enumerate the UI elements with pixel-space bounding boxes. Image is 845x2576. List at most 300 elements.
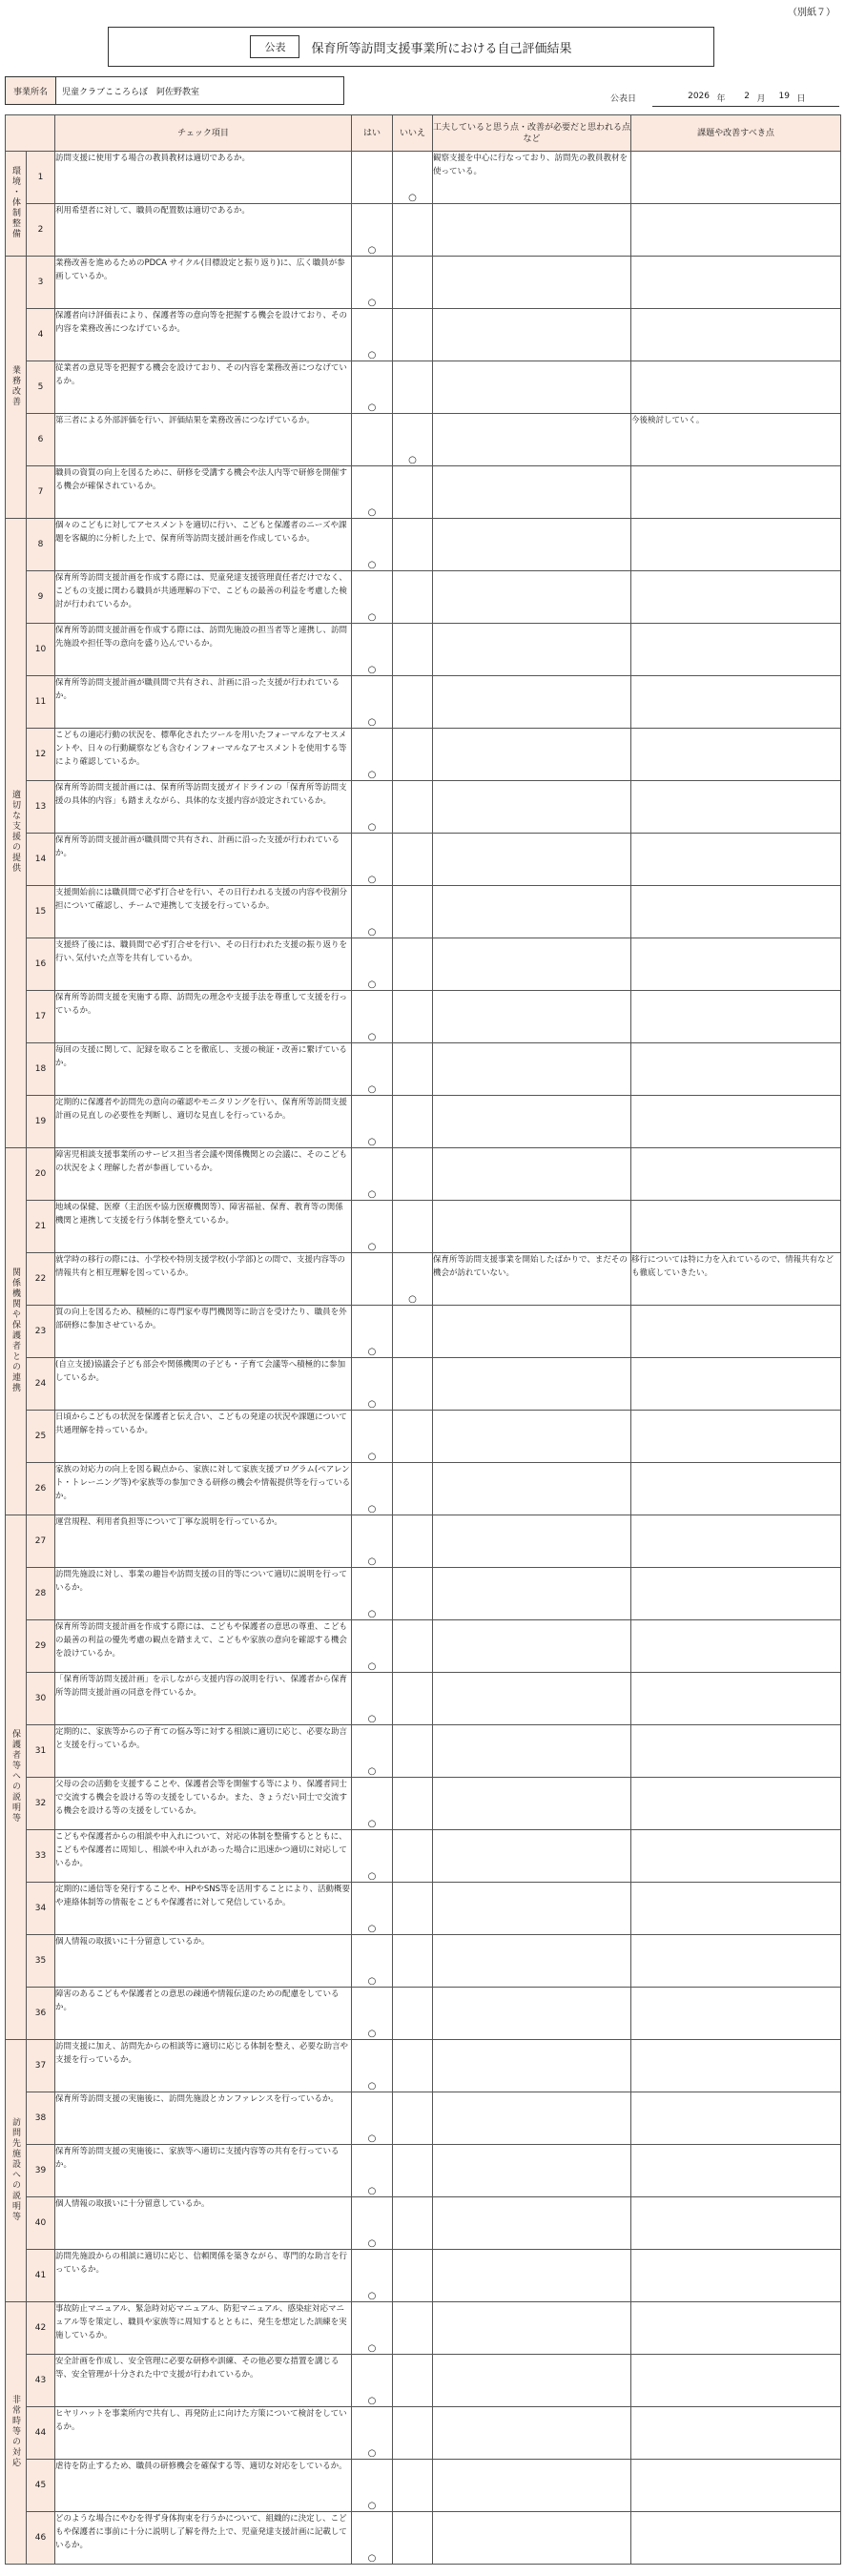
table-row: [6, 729, 841, 781]
office-name: 児童クラブこころらぼ 阿佐野教室: [62, 87, 200, 97]
table-row: [6, 257, 841, 309]
category-cell: [6, 519, 27, 1148]
check-item-text: どのような場合にやむを得ず身体拘束を行うかについて、組織的に決定し、こどもや保護者に事前に十分に説明し了解を得た上で、児童発達支援計画に記載しているか。: [55, 2512, 352, 2565]
check-item-text: 訪問支援に加え、訪問先からの相談等に適切に応じる体制を整え、必要な助言や支援を行っているか。: [55, 2040, 352, 2092]
publication-day: 19: [778, 92, 790, 101]
table-row: [6, 361, 841, 414]
table-row: [6, 1673, 841, 1725]
check-item-text: 第三者による外部評価を行い、評価結果を業務改善につなげているか。: [55, 414, 352, 466]
publication-date: [610, 92, 839, 104]
item-number: 14: [27, 834, 55, 886]
table-row: [6, 152, 841, 204]
issues-cell: [631, 309, 841, 361]
issues-cell: [631, 676, 841, 729]
appendix-label: （別紙７）: [788, 8, 835, 18]
item-number: 31: [27, 1725, 55, 1778]
answer-no-cell: [393, 1935, 433, 1988]
answer-no-cell: [393, 2092, 433, 2145]
issues-cell: [631, 519, 841, 571]
table-row: [6, 991, 841, 1043]
good-points-cell: [433, 1673, 631, 1725]
answer-yes-cell: ○: [352, 2302, 393, 2355]
check-item-text: 訪問先施設からの相談に適切に応じ、信頼関係を築きながら、専門的な助言を行っているか。: [55, 2250, 352, 2302]
answer-yes-cell: ○: [352, 571, 393, 624]
issues-cell: [631, 624, 841, 676]
answer-yes-cell: ○: [352, 886, 393, 938]
issues-cell: [631, 1358, 841, 1411]
answer-yes-cell: ○: [352, 991, 393, 1043]
item-number: 32: [27, 1778, 55, 1830]
issues-cell: [631, 2355, 841, 2407]
answer-no-cell: [393, 2197, 433, 2250]
table-row: [6, 1620, 841, 1673]
issues-cell: 今後検討していく。: [631, 414, 841, 466]
answer-no-cell: [393, 257, 433, 309]
good-points-cell: [433, 2460, 631, 2512]
publication-date-label: 公表日: [610, 94, 637, 104]
check-item-text: 障害のあるこどもや保護者との意思の疎通や情報伝達のための配慮をしているか。: [55, 1988, 352, 2040]
answer-no-cell: [393, 2512, 433, 2565]
check-item-text: 利用希望者に対して、職員の配置数は適切であるか。: [55, 204, 352, 257]
item-number: 5: [27, 361, 55, 414]
header-yes: はい: [352, 115, 393, 152]
answer-yes-cell: ○: [352, 1148, 393, 1201]
check-item-text: 保育所等訪問支援計画には、保育所等訪問支援ガイドラインの「保育所等訪問支援の具体的内容」も踏まえながら、具体的な支援内容が設定されているか。: [55, 781, 352, 834]
issues-cell: [631, 2302, 841, 2355]
table-row: [6, 2407, 841, 2460]
item-number: 24: [27, 1358, 55, 1411]
header-no: いいえ: [393, 115, 433, 152]
good-points-cell: [433, 1201, 631, 1253]
answer-no-cell: ○: [393, 414, 433, 466]
publication-day-unit: 日: [796, 94, 806, 104]
table-row: [6, 2197, 841, 2250]
answer-yes-cell: ○: [352, 519, 393, 571]
answer-yes-cell: ○: [352, 2250, 393, 2302]
issues-cell: [631, 1201, 841, 1253]
table-row: [6, 1935, 841, 1988]
answer-yes-cell: ○: [352, 361, 393, 414]
item-number: 19: [27, 1096, 55, 1148]
item-number: 2: [27, 204, 55, 257]
answer-yes-cell: ○: [352, 1620, 393, 1673]
answer-yes-cell: ○: [352, 1830, 393, 1883]
good-points-cell: 保育所等訪問支援事業を開始したばかりで、まだその機会が訪れていない。: [433, 1253, 631, 1306]
item-number: 7: [27, 466, 55, 519]
answer-yes-cell: ○: [352, 1515, 393, 1568]
check-item-text: 従業者の意見等を把握する機会を設けており、その内容を業務改善につなげているか。: [55, 361, 352, 414]
answer-no-cell: [393, 676, 433, 729]
item-number: 30: [27, 1673, 55, 1725]
table-row: [6, 1201, 841, 1253]
check-item-text: 個人情報の取扱いに十分留意しているか。: [55, 2197, 352, 2250]
issues-cell: [631, 1043, 841, 1096]
issues-cell: [631, 1463, 841, 1515]
table-row: [6, 1306, 841, 1358]
issues-cell: [631, 781, 841, 834]
good-points-cell: [433, 309, 631, 361]
issues-cell: [631, 2092, 841, 2145]
good-points-cell: [433, 466, 631, 519]
answer-no-cell: [393, 1043, 433, 1096]
good-points-cell: [433, 1148, 631, 1201]
answer-no-cell: [393, 466, 433, 519]
header-good-points: 工夫していると思う点・改善が必要だと思われる点など: [433, 115, 631, 152]
answer-yes-cell: ○: [352, 1673, 393, 1725]
table-row: [6, 1253, 841, 1306]
answer-no-cell: [393, 1830, 433, 1883]
item-number: 9: [27, 571, 55, 624]
issues-cell: [631, 257, 841, 309]
item-number: 34: [27, 1883, 55, 1935]
table-row: [6, 834, 841, 886]
good-points-cell: [433, 1306, 631, 1358]
good-points-cell: [433, 1043, 631, 1096]
good-points-cell: [433, 1725, 631, 1778]
office-label: 事業所名: [6, 77, 56, 104]
answer-no-cell: [393, 938, 433, 991]
evaluation-table-body: [6, 152, 841, 2565]
good-points-cell: [433, 1620, 631, 1673]
check-item-text: 家族の対応力の向上を図る観点から、家族に対して家族支援プログラム(ペアレント・トレーニング等)や家族等の参加できる研修の機会や情報提供等を行っているか。: [55, 1463, 352, 1515]
answer-yes-cell: ○: [352, 781, 393, 834]
check-item-text: 事故防止マニュアル、緊急時対応マニュアル、防犯マニュアル、感染症対応マニュアル等を策定し、職員や家族等に周知するとともに、発生を想定した訓練を実施しているか。: [55, 2302, 352, 2355]
category-cell: [6, 257, 27, 519]
issues-cell: [631, 886, 841, 938]
answer-yes-cell: [352, 1253, 393, 1306]
good-points-cell: [433, 1096, 631, 1148]
document-title-box: [108, 27, 714, 67]
answer-no-cell: [393, 2407, 433, 2460]
category-cell: [6, 2040, 27, 2302]
item-number: 36: [27, 1988, 55, 2040]
publication-date-underline: [652, 106, 839, 107]
table-row: [6, 2250, 841, 2302]
item-number: 13: [27, 781, 55, 834]
answer-no-cell: [393, 309, 433, 361]
check-item-text: 保育所等訪問支援計画が職員間で共有され、計画に沿った支援が行われているか。: [55, 676, 352, 729]
check-item-text: 個人情報の取扱いに十分留意しているか。: [55, 1935, 352, 1988]
header-check-item: チェック項目: [55, 115, 352, 152]
answer-yes-cell: ○: [352, 1935, 393, 1988]
issues-cell: [631, 1411, 841, 1463]
table-row: [6, 1830, 841, 1883]
answer-no-cell: [393, 1568, 433, 1620]
table-row: [6, 2512, 841, 2565]
item-number: 18: [27, 1043, 55, 1096]
table-row: [6, 938, 841, 991]
item-number: 33: [27, 1830, 55, 1883]
item-number: 26: [27, 1463, 55, 1515]
answer-no-cell: [393, 361, 433, 414]
answer-no-cell: [393, 1778, 433, 1830]
check-item-text: 保育所等訪問支援計画を作成する際には、児童発達支援管理責任者だけでなく、こどもの支援に関わる職員が共通理解の下で、こどもの最善の利益を考慮した検討が行われているか。: [55, 571, 352, 624]
answer-yes-cell: ○: [352, 1883, 393, 1935]
item-number: 29: [27, 1620, 55, 1673]
answer-yes-cell: ○: [352, 2355, 393, 2407]
table-row: [6, 414, 841, 466]
table-row: [6, 309, 841, 361]
check-item-text: 職員の資質の向上を図るために、研修を受講する機会や法人内等で研修を開催する機会が確保されているか。: [55, 466, 352, 519]
answer-no-cell: [393, 1673, 433, 1725]
table-row: [6, 2040, 841, 2092]
issues-cell: [631, 466, 841, 519]
good-points-cell: [433, 834, 631, 886]
category-cell: [6, 1515, 27, 2040]
good-points-cell: [433, 1935, 631, 1988]
answer-yes-cell: ○: [352, 204, 393, 257]
check-item-text: 保護者向け評価表により、保護者等の意向等を把握する機会を設けており、その内容を業務改善につなげているか。: [55, 309, 352, 361]
good-points-cell: [433, 1515, 631, 1568]
item-number: 3: [27, 257, 55, 309]
item-number: 45: [27, 2460, 55, 2512]
item-number: 4: [27, 309, 55, 361]
check-item-text: 支援開始前には職員間で必ず打合せを行い、その日行われる支援の内容や役割分担について確認し、チームで連携して支援を行っているか。: [55, 886, 352, 938]
good-points-cell: [433, 2512, 631, 2565]
issues-cell: [631, 1778, 841, 1830]
check-item-text: 保育所等訪問支援計画が職員間で共有され、計画に沿った支援が行われているか。: [55, 834, 352, 886]
issues-cell: [631, 2197, 841, 2250]
check-item-text: 保育所等訪問支援を実施する際、訪問先の理念や支援手法を尊重して支援を行っているか。: [55, 991, 352, 1043]
answer-no-cell: [393, 2250, 433, 2302]
check-item-text: 保育所等訪問支援の実施後に、家族等へ適切に支援内容等の共有を行っているか。: [55, 2145, 352, 2197]
answer-no-cell: [393, 1148, 433, 1201]
good-points-cell: [433, 781, 631, 834]
issues-cell: [631, 1515, 841, 1568]
check-item-text: 日頃からこどもの状況を保護者と伝え合い、こどもの発達の状況や課題について共通理解を持っているか。: [55, 1411, 352, 1463]
good-points-cell: [433, 1988, 631, 2040]
item-number: 6: [27, 414, 55, 466]
issues-cell: [631, 2250, 841, 2302]
check-item-text: 障害児相談支援事業所のサービス担当者会議や関係機関との会議に、そのこどもの状況をよく理解した者が参画しているか。: [55, 1148, 352, 1201]
answer-no-cell: [393, 1411, 433, 1463]
issues-cell: [631, 1830, 841, 1883]
item-number: 42: [27, 2302, 55, 2355]
good-points-cell: [433, 2197, 631, 2250]
answer-no-cell: [393, 624, 433, 676]
issues-cell: [631, 1935, 841, 1988]
good-points-cell: [433, 1358, 631, 1411]
good-points-cell: [433, 414, 631, 466]
category-label: 非常時等の対応: [10, 2395, 20, 2468]
category-label: 関係機関や保護者との連携: [10, 1267, 20, 1393]
good-points-cell: [433, 2040, 631, 2092]
answer-no-cell: [393, 1515, 433, 1568]
good-points-cell: 観察支援を中心に行なっており、訪問先の教員教材を使っている。: [433, 152, 631, 204]
issues-cell: [631, 1620, 841, 1673]
answer-yes-cell: [352, 414, 393, 466]
answer-yes-cell: ○: [352, 1988, 393, 2040]
answer-yes-cell: ○: [352, 2407, 393, 2460]
answer-yes-cell: ○: [352, 2197, 393, 2250]
answer-yes-cell: ○: [352, 1043, 393, 1096]
table-row: [6, 1096, 841, 1148]
item-number: 16: [27, 938, 55, 991]
table-row: [6, 204, 841, 257]
publication-year-unit: 年: [716, 94, 726, 104]
check-item-text: 個々のこどもに対してアセスメントを適切に行い、こどもと保護者のニーズや課題を客観的に分析した上で、保育所等訪問支援計画を作成しているか。: [55, 519, 352, 571]
issues-cell: [631, 2460, 841, 2512]
answer-no-cell: [393, 1306, 433, 1358]
check-item-text: 保育所等訪問支援の実施後に、訪問先施設とカンファレンスを行っているか。: [55, 2092, 352, 2145]
item-number: 28: [27, 1568, 55, 1620]
good-points-cell: [433, 571, 631, 624]
issues-cell: [631, 152, 841, 204]
item-number: 39: [27, 2145, 55, 2197]
good-points-cell: [433, 938, 631, 991]
issues-cell: [631, 1568, 841, 1620]
table-row: [6, 1515, 841, 1568]
check-item-text: 業務改善を進めるためのPDCA サイクル(目標設定と振り返り)に、広く職員が参画しているか。: [55, 257, 352, 309]
publication-badge: 公表: [250, 35, 299, 58]
issues-cell: [631, 2145, 841, 2197]
good-points-cell: [433, 2407, 631, 2460]
answer-yes-cell: ○: [352, 466, 393, 519]
check-item-text: 定期的に、家族等からの子育ての悩み等に対する相談に適切に応じ、必要な助言と支援を行っているか。: [55, 1725, 352, 1778]
issues-cell: [631, 571, 841, 624]
check-item-text: 虐待を防止するため、職員の研修機会を確保する等、適切な対応をしているか。: [55, 2460, 352, 2512]
answer-no-cell: [393, 1988, 433, 2040]
issues-cell: [631, 204, 841, 257]
publication-month: 2: [744, 92, 750, 101]
item-number: 35: [27, 1935, 55, 1988]
item-number: 15: [27, 886, 55, 938]
item-number: 22: [27, 1253, 55, 1306]
issues-cell: [631, 361, 841, 414]
table-row: [6, 1148, 841, 1201]
answer-yes-cell: ○: [352, 2145, 393, 2197]
check-item-text: 支援終了後には、職員間で必ず打合せを行い、その日行われた支援の振り返りを行い､気付いた点等を共有しているか。: [55, 938, 352, 991]
table-row: [6, 1463, 841, 1515]
item-number: 41: [27, 2250, 55, 2302]
answer-yes-cell: ○: [352, 2512, 393, 2565]
good-points-cell: [433, 2092, 631, 2145]
answer-yes-cell: ○: [352, 1778, 393, 1830]
table-row: [6, 1778, 841, 1830]
answer-no-cell: [393, 1201, 433, 1253]
answer-no-cell: [393, 1725, 433, 1778]
answer-no-cell: [393, 2302, 433, 2355]
issues-cell: [631, 1725, 841, 1778]
answer-yes-cell: ○: [352, 676, 393, 729]
category-cell: [6, 1148, 27, 1515]
answer-no-cell: [393, 886, 433, 938]
item-number: 21: [27, 1201, 55, 1253]
item-number: 38: [27, 2092, 55, 2145]
table-row: [6, 886, 841, 938]
issues-cell: [631, 2512, 841, 2565]
answer-no-cell: ○: [393, 152, 433, 204]
category-cell: [6, 152, 27, 257]
table-row: [6, 1883, 841, 1935]
answer-no-cell: [393, 1096, 433, 1148]
answer-no-cell: [393, 519, 433, 571]
table-row: [6, 2145, 841, 2197]
good-points-cell: [433, 991, 631, 1043]
issues-cell: [631, 2407, 841, 2460]
issues-cell: [631, 1883, 841, 1935]
answer-no-cell: [393, 1463, 433, 1515]
table-row: [6, 1568, 841, 1620]
check-item-text: 安全計画を作成し、安全管理に必要な研修や訓練、その他必要な措置を講じる等、安全管理が十分された中で支援が行われているか。: [55, 2355, 352, 2407]
category-label: 訪問先施設への説明等: [10, 2116, 20, 2222]
good-points-cell: [433, 2250, 631, 2302]
check-item-text: 訪問先施設に対し、事業の趣旨や訪問支援の目的等について適切に説明を行っているか。: [55, 1568, 352, 1620]
check-item-text: 保育所等訪問支援計画を作成する際には、訪問先施設の担当者等と連携し、訪問先施設や担任等の意向を盛り込んでいるか。: [55, 624, 352, 676]
answer-no-cell: [393, 1358, 433, 1411]
check-item-text: 父母の会の活動を支援することや、保護者会等を開催する等により、保護者同士で交流する機会を設ける等の支援をしているか。また、きょうだい同士で交流する機会を設ける等の支援をしているか。: [55, 1778, 352, 1830]
issues-cell: 移行については特に力を入れているので、情報共有なども徹底していきたい。: [631, 1253, 841, 1306]
answer-yes-cell: ○: [352, 1568, 393, 1620]
answer-no-cell: [393, 1620, 433, 1673]
item-number: 40: [27, 2197, 55, 2250]
answer-no-cell: [393, 2040, 433, 2092]
answer-no-cell: [393, 729, 433, 781]
check-item-text: ヒヤリハットを事業所内で共有し、再発防止に向けた方策について検討をしているか。: [55, 2407, 352, 2460]
item-number: 1: [27, 152, 55, 204]
issues-cell: [631, 1148, 841, 1201]
good-points-cell: [433, 1568, 631, 1620]
issues-cell: [631, 1673, 841, 1725]
good-points-cell: [433, 2302, 631, 2355]
header-issues: 課題や改善すべき点: [631, 115, 841, 152]
check-item-text: こどもの適応行動の状況を、標準化されたツールを用いたフォーマルなアセスメントや、日々の行動観察なども含むインフォーマルなアセスメントを使用する等により確認しているか。: [55, 729, 352, 781]
good-points-cell: [433, 361, 631, 414]
item-number: 37: [27, 2040, 55, 2092]
table-row: [6, 2460, 841, 2512]
category-label: 保護者等への説明等: [10, 1728, 20, 1824]
category-label: 適切な支援の提供: [10, 790, 20, 874]
check-item-text: 「保育所等訪問支援計画」を示しながら支援内容の説明を行い、保護者から保育所等訪問支援計画の同意を得ているか。: [55, 1673, 352, 1725]
office-row: [5, 76, 344, 105]
check-item-text: 就学時の移行の際には、小学校や特別支援学校(小学部)との間で、支援内容等の情報共有と相互理解を図っているか。: [55, 1253, 352, 1306]
answer-yes-cell: ○: [352, 1358, 393, 1411]
answer-yes-cell: ○: [352, 1201, 393, 1253]
good-points-cell: [433, 1830, 631, 1883]
good-points-cell: [433, 1778, 631, 1830]
item-number: 27: [27, 1515, 55, 1568]
check-item-text: 地域の保健、医療（主治医や協力医療機関等）、障害福祉、保育、教育等の関係機関と連携して支援を行う体制を整えているか。: [55, 1201, 352, 1253]
table-row: [6, 466, 841, 519]
issues-cell: [631, 729, 841, 781]
evaluation-table: [5, 114, 841, 2565]
answer-no-cell: [393, 2460, 433, 2512]
answer-no-cell: [393, 991, 433, 1043]
item-number: 43: [27, 2355, 55, 2407]
check-item-text: 定期的に保護者や訪問先の意向の確認やモニタリングを行い、保育所等訪問支援計画の見直しの必要性を判断し、適切な見直しを行っているか。: [55, 1096, 352, 1148]
table-row: [6, 781, 841, 834]
item-number: 25: [27, 1411, 55, 1463]
good-points-cell: [433, 886, 631, 938]
good-points-cell: [433, 2145, 631, 2197]
item-number: 8: [27, 519, 55, 571]
issues-cell: [631, 1988, 841, 2040]
good-points-cell: [433, 624, 631, 676]
answer-no-cell: [393, 781, 433, 834]
answer-yes-cell: ○: [352, 938, 393, 991]
good-points-cell: [433, 2355, 631, 2407]
table-header-row: [6, 115, 841, 152]
issues-cell: [631, 1096, 841, 1148]
item-number: 20: [27, 1148, 55, 1201]
check-item-text: 保育所等訪問支援計画を作成する際には、こどもや保護者の意思の尊重、こどもの最善の利益の優先考慮の観点を踏まえて、こどもや家族の意向を確認する機会を設けているか。: [55, 1620, 352, 1673]
issues-cell: [631, 938, 841, 991]
check-item-text: 定期的に通信等を発行することや、HPやSNS等を活用することにより、活動概要や連絡体制等の情報をこどもや保護者に対して発信しているか。: [55, 1883, 352, 1935]
answer-yes-cell: ○: [352, 1096, 393, 1148]
good-points-cell: [433, 676, 631, 729]
table-row: [6, 571, 841, 624]
answer-yes-cell: ○: [352, 2460, 393, 2512]
